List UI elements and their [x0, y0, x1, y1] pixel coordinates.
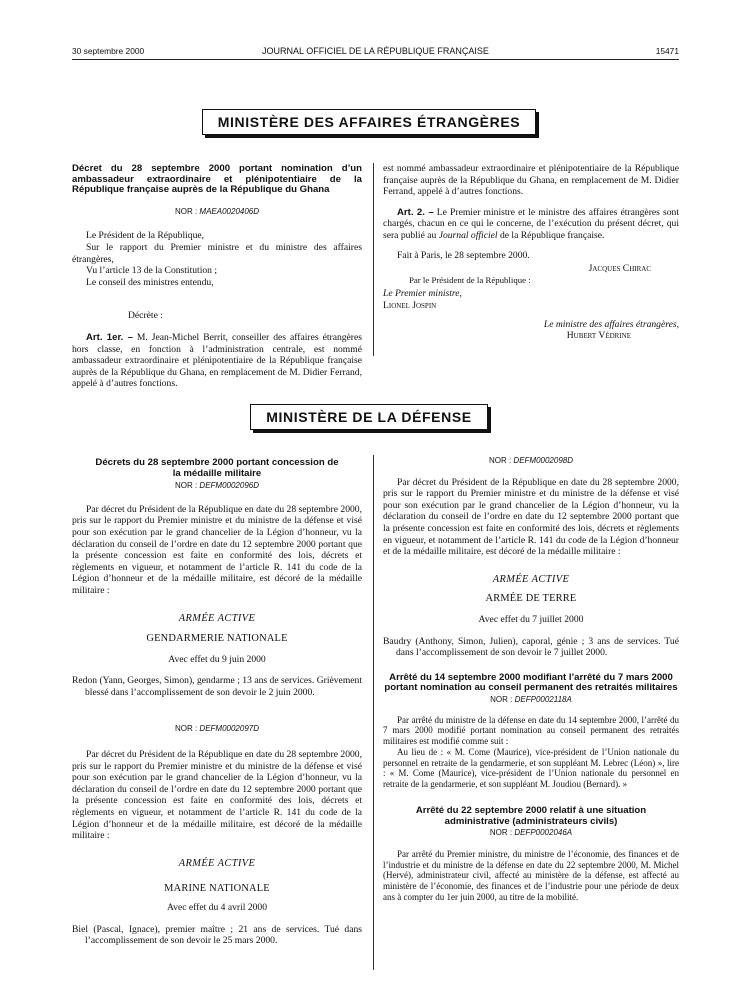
- nor-code: DEFM0002097D: [199, 723, 260, 733]
- nor-code: DEFM0002096D: [199, 481, 260, 491]
- decree-paragraph: Par décret du Président de la République en date du 28 septembre 2000, pris sur le rapport du Premier ministre et du ministre de la défense et visé pour son exécution par le grand chancelier de la Légion d’honneur, vu la déclaration du conseil de l’ordre en date du 12 septembre 2000 portant que la présente concession est faite en conformité des lois, décrets et règlements en vigueur, et notamment de l’article R. 141 du code de la Légion d’honneur et de la médaille militaire, est décoré de la médaille militaire :: [72, 749, 362, 842]
- decrete-label: Décrète :: [128, 310, 163, 322]
- armee-active-heading: ARMÉE ACTIVE: [178, 612, 256, 624]
- ministry-box-defense: [250, 404, 488, 430]
- decree-paragraph: Par décret du Président de la République en date du 28 septembre 2000, pris sur le rapport du Premier ministre et du ministre de la défense et visé pour son exécution par le grand chancelier de la Légion d’honneur, vu la déclaration du conseil de l’ordre en date du 12 septembre 2000 portant que la présente concession est faite en conformité des lois, décrets et règlements en vigueur, et notamment de l’article R. 141 du code de la Légion d’honneur et de la médaille militaire, est décoré de la médaille militaire :: [72, 503, 362, 596]
- awardee-entry: Baudry (Anthony, Simon, Julien), caporal, génie ; 3 ans de services. Tué dans l’accomplissement de son devoir le 7 juillet 2000.: [383, 635, 679, 659]
- nor-line: NOR : DEFM0002096D: [174, 481, 260, 491]
- par-le-president: Par le Président de la République :: [409, 274, 531, 285]
- paragraph: Sur le rapport du Premier ministre et du ministre des affaires étrangères,: [72, 241, 362, 265]
- arrete-paragraph: Au lieu de : « M. Come (Maurice), vice-président de l’Union nationale du personnel en retraite de la gendarmerie, et son suppléant M. Lebrec (Léon) », lire : « M. Come (Maurice), vice-président de l’Union nationale du personnel en retraite de la gendarmerie, et son suppléant M. Joudiou (Bernard). »: [383, 746, 679, 790]
- armee-active-heading: ARMÉE ACTIVE: [492, 573, 570, 585]
- header-rule: [72, 59, 679, 60]
- column-divider: [373, 455, 374, 970]
- awardee-entry: Biel (Pascal, Ignace), premier maître ; 21 ans de services. Tué dans l’accomplissement de son devoir le 25 mars 2000.: [72, 923, 362, 947]
- nor-label: NOR :: [174, 206, 200, 216]
- article-2: [383, 207, 679, 242]
- paragraph: Vu l’article 13 de la Constitution ;: [86, 265, 218, 277]
- arrete-title: Arrêté du 22 septembre 2000 relatif à une situation administrative (administrateurs civils): [415, 805, 647, 827]
- armee-active-heading: ARMÉE ACTIVE: [178, 857, 256, 869]
- article-1-start: [72, 331, 362, 390]
- ministry-title: MINISTÈRE DES AFFAIRES ÉTRANGÈRES: [217, 114, 521, 130]
- arrete-paragraph: Par arrêté du Premier ministre, du ministre de l’économie, des finances et de l’industrie et du ministre de la défense en date du 22 septembre 2000, M. Michel (Hervé), administrateur civil, affecté au ministère de la défense, est affecté au ministère de l’économie, des finances et de l’industrie pour une période de deux ans à compter du 1er juin 2000, au titre de la mobilité.: [383, 848, 679, 903]
- signer-president: Jacques Chirac: [588, 263, 651, 275]
- arrete-title: Arrêté du 14 septembre 2000 modifiant l’arrêté du 7 mars 2000 portant nomination au conseil permanent des retraités militaires: [384, 671, 678, 694]
- pm-name: Lionel Jospin: [383, 299, 437, 311]
- effect-date: Avec effet du 7 juillet 2000: [478, 613, 584, 625]
- nor-line: NOR : DEFM0002097D: [174, 723, 260, 733]
- paragraph: Le Président de la République,: [86, 230, 205, 242]
- ministry-title: MINISTÈRE DE LA DÉFENSE: [266, 409, 472, 425]
- section2-left-column: [72, 458, 362, 947]
- article-1-text: M. Jean-Michel Berrit, conseiller des affaires étrangères hors classe, en fonction à l’administration centrale, est nommé ambassadeur extraordinaire et plénipotentiaire de la République française auprès de la République du Ghana, en remplacement de M. Didier Ferrand, appelé à d’autres fonctions.: [72, 331, 362, 390]
- article-1-label: Art. 1er. –: [86, 331, 133, 343]
- column-divider: [373, 163, 374, 356]
- article-2-text: Le Premier ministre et le ministre des affaires étrangères sont chargés, chacun en ce qui le concerne, de l’exécution du présent décret, qui sera publié au: [383, 206, 679, 241]
- article-2-text-end: de la République française.: [497, 229, 605, 241]
- decree-title: Décrets du 28 septembre 2000 portant concession de la médaille militaire: [95, 457, 339, 479]
- article-2-label: Art. 2. –: [397, 206, 434, 218]
- unit-heading: ARMÉE DE TERRE: [485, 593, 577, 605]
- nor-line: NOR : DEFP0002046A: [489, 828, 573, 838]
- unit-heading: MARINE NATIONALE: [164, 883, 270, 895]
- awardee-entry: Redon (Yann, Georges, Simon), gendarme ; 13 ans de services. Grièvement blessé dans l’accomplissement de son devoir le 2 juin 2000.: [72, 675, 362, 698]
- decree-paragraph: Par décret du Président de la République en date du 28 septembre 2000, pris sur le rapport du Premier ministre et du ministre de la défense et visé pour son exécution par le grand chancelier de la Légion d’honneur, vu la déclaration du conseil de l’ordre en date du 12 septembre 2000 portant que la présente concession est faite en conformité des lois, décrets et règlements en vigueur, et notamment de l’article R. 141 du code de la Légion d’honneur et de la médaille militaire, est décoré de la médaille militaire :: [383, 476, 679, 558]
- minister-name: Hubert Védrine: [566, 330, 631, 342]
- nor-code: MAEA0020406D: [199, 206, 260, 216]
- done-at: Fait à Paris, le 28 septembre 2000.: [397, 249, 530, 261]
- section1-left-column: [72, 163, 362, 390]
- pm-title: Le Premier ministre,: [383, 288, 462, 300]
- arrete-paragraph: Par arrêté du ministre de la défense en date du 14 septembre 2000, l’arrêté du 7 mars 2000 modifié portant nomination au conseil permanent des retraités militaires est modifié comme suit :: [383, 714, 679, 747]
- ministry-box-affaires-etrangeres: [202, 109, 536, 135]
- section1-right-column: [383, 163, 679, 342]
- unit-heading: GENDARMERIE NATIONALE: [146, 633, 288, 645]
- journal-officiel-italic: Journal officiel: [438, 229, 498, 241]
- paragraph: Le conseil des ministres entendu,: [86, 276, 214, 288]
- effect-date: Avec effet du 4 avril 2000: [166, 902, 268, 914]
- effect-date: Avec effet du 9 juin 2000: [168, 653, 266, 665]
- header-journal-title: JOURNAL OFFICIEL DE LA RÉPUBLIQUE FRANÇAISE: [262, 46, 489, 56]
- nor-code: DEFP0002046A: [514, 828, 573, 838]
- section2-right-column: [383, 455, 679, 903]
- nor-line: NOR : DEFP0002118A: [490, 694, 572, 704]
- nor-code: DEFP0002118A: [514, 694, 572, 704]
- nor-line: [72, 206, 362, 218]
- nor-line: NOR : DEFM0002098D: [488, 456, 574, 465]
- header-date: 30 septembre 2000: [72, 46, 145, 56]
- minister-title: Le ministre des affaires étrangères,: [543, 318, 679, 330]
- nor-code: DEFM0002098D: [513, 456, 574, 465]
- header-page-number: 15471: [655, 46, 679, 56]
- decree-title: Décret du 28 septembre 2000 portant nomination d’un ambassadeur extraordinaire et plénipotentiaire de la République française auprès de la République du Ghana: [72, 163, 362, 196]
- article-1-continuation: est nommé ambassadeur extraordinaire et plénipotentiaire de la République française auprès de la République du Ghana, en remplacement de M. Didier Ferrand, appelé à d’autres fonctions.: [383, 163, 679, 198]
